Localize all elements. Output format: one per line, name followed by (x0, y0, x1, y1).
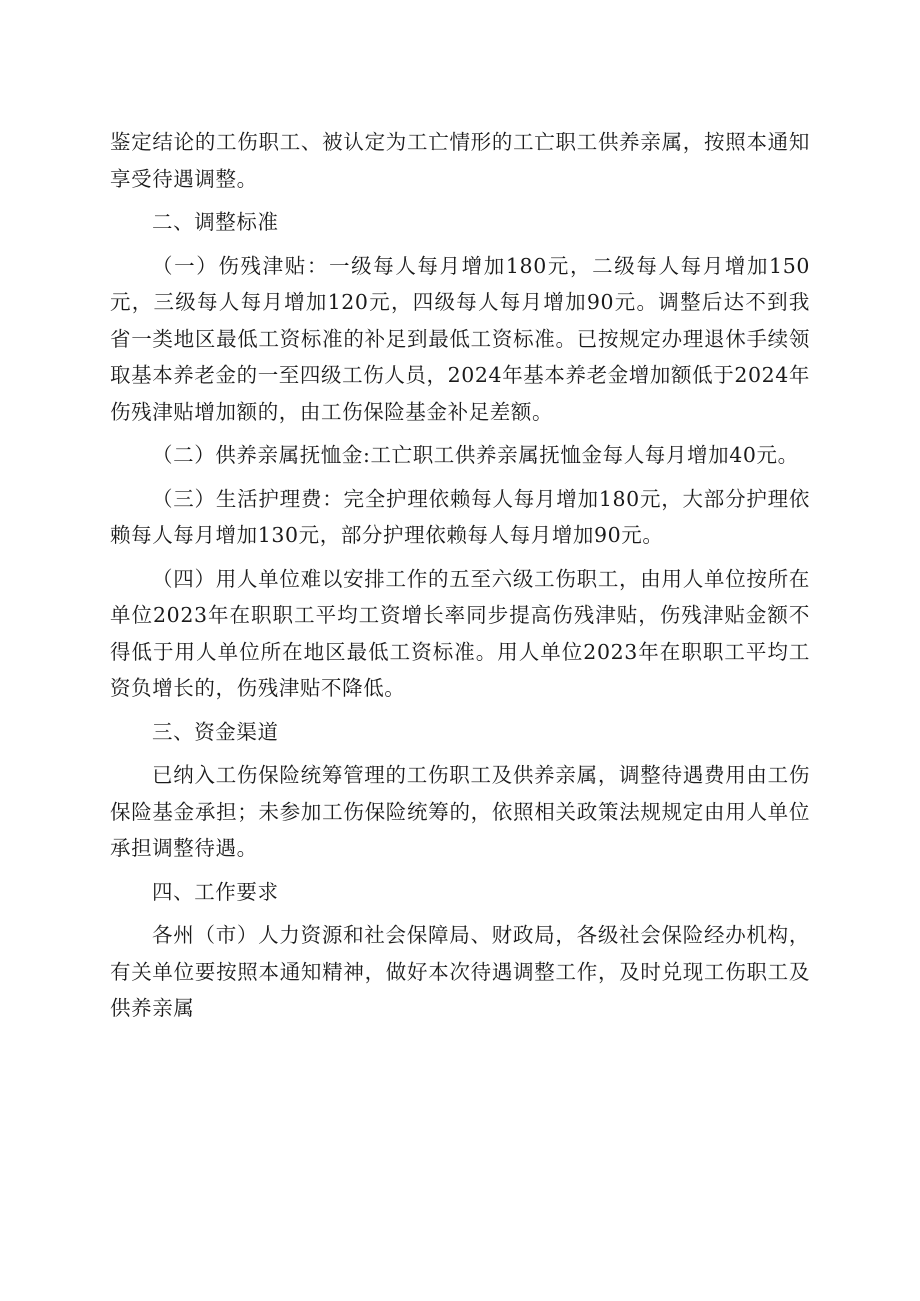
document-body (110, 124, 810, 1027)
paragraph-requirements: 各州（市）人力资源和社会保障局、财政局，各级社会保险经办机构，有关单位要按照本通知精神，做好本次待遇调整工作，及时兑现工伤职工及供养亲属 (110, 923, 810, 1020)
paragraph-continuation: 鉴定结论的工伤职工、被认定为工亡情形的工亡职工供养亲属，按照本通知享受待遇调整。 (110, 130, 810, 191)
paragraph-dependent-pension: （二）供养亲属抚恤金:工亡职工供养亲属抚恤金每人每月增加40元。 (152, 443, 799, 467)
section-heading-funding-channel: 三、资金渠道 (152, 719, 279, 744)
paragraph-nursing-fee: （三）生活护理费：完全护理依赖每人每月增加180元，大部分护理依赖每人每月增加130元，部分护理依赖每人每月增加90元。 (110, 486, 810, 547)
section-heading-adjustment-standard: 二、调整标准 (152, 210, 279, 234)
paragraph-grade-five-six: （四）用人单位难以安排工作的五至六级工伤职工，由用人单位按所在单位2023年在职职工平均工资增长率同步提高伤残津贴，伤残津贴金额不得低于用人单位所在地区最低工资标准。用人单位2023年在职职工平均工资负增长的，伤残津贴不降低。 (110, 566, 810, 700)
paragraph-disability-allowance: （一）伤残津贴：一级每人每月增加180元，二级每人每月增加150元，三级每人每月增加120元，四级每人每月增加90元。调整后达不到我省一类地区最低工资标准的补足到最低工资标准。已按规定办理退休手续领取基本养老金的一至四级工伤人员，2024年基本养老金增加额低于2024年伤残津贴增加额的，由工伤保险基金补足差额。 (110, 253, 810, 424)
section-heading-work-requirements: 四、工作要求 (152, 879, 279, 904)
paragraph-funding: 已纳入工伤保险统筹管理的工伤职工及供养亲属，调整待遇费用由工伤保险基金承担；未参加工伤保险统筹的，依照相关政策法规规定由用人单位承担调整待遇。 (110, 763, 810, 860)
